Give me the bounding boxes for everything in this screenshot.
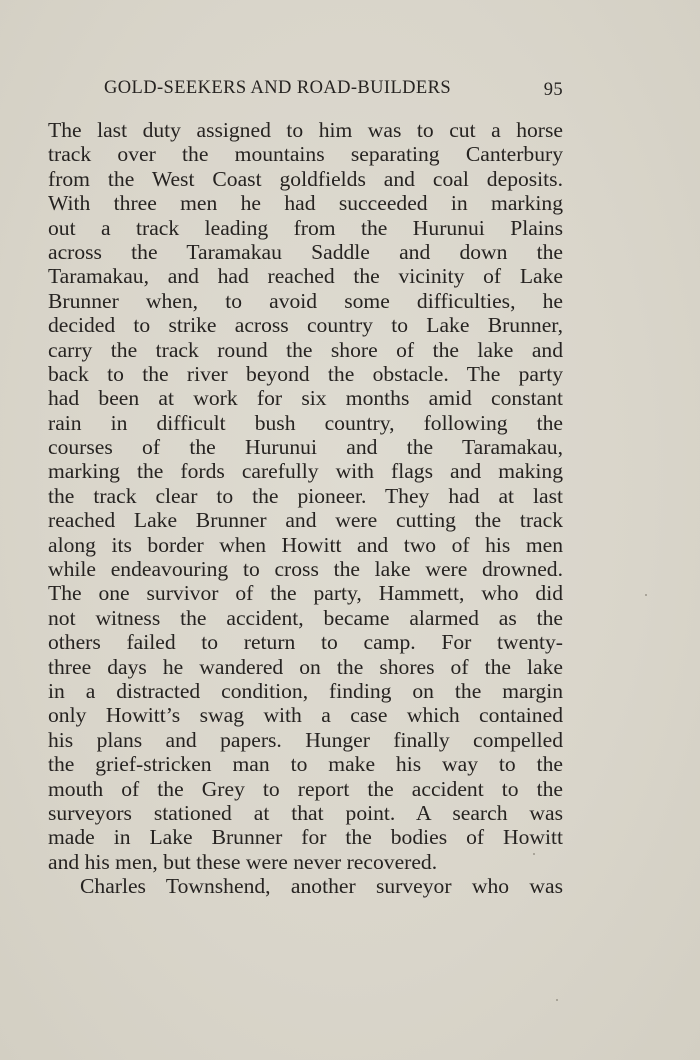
text-line: in a distracted condition, finding on the margin — [48, 678, 563, 703]
running-head — [48, 78, 563, 102]
text-line: the grief-stricken man to make his way to the — [48, 752, 563, 777]
text-line: Taramakau, and had reached the vicinity of Lake — [48, 264, 563, 289]
text-line: marking the fords carefully with flags and making — [48, 459, 563, 484]
paper-speck — [556, 999, 558, 1001]
text-line: three days he wandered on the shores of the lake — [48, 654, 563, 679]
text-line: The one survivor of the party, Hammett, who did — [48, 581, 563, 606]
body-text — [48, 118, 563, 899]
running-title: GOLD-SEEKERS AND ROAD-BUILDERS — [104, 78, 452, 98]
text-line: back to the river beyond the obstacle. The party — [48, 361, 563, 386]
text-line: from the West Coast goldfields and coal deposits. — [48, 166, 563, 191]
text-line: his plans and papers. Hunger finally compelled — [48, 727, 563, 752]
text-line: along its border when Howitt and two of his men — [48, 532, 563, 557]
text-line: across the Taramakau Saddle and down the — [48, 239, 563, 264]
text-line: track over the mountains separating Canterbury — [48, 142, 563, 167]
paper-speck — [645, 594, 647, 596]
paper-speck — [533, 853, 535, 855]
text-line: decided to strike across country to Lake Brunner, — [48, 313, 563, 338]
text-line: Brunner when, to avoid some difficulties, he — [48, 288, 563, 313]
paragraph-start-line: Charles Townshend, another surveyor who was — [80, 874, 563, 899]
text-line: courses of the Hurunui and the Taramakau, — [48, 435, 563, 460]
text-line: the track clear to the pioneer. They had at last — [48, 483, 563, 508]
text-line: rain in difficult bush country, following the — [48, 410, 563, 435]
text-line: not witness the accident, became alarmed as the — [48, 605, 563, 630]
text-line: The last duty assigned to him was to cut a horse — [48, 118, 563, 142]
text-line: and his men, but these were never recovered. — [48, 849, 438, 874]
text-line: With three men he had succeeded in marking — [48, 191, 563, 216]
text-line: carry the track round the shore of the lake and — [48, 337, 563, 362]
text-line: only Howitt’s swag with a case which contained — [48, 703, 563, 728]
text-line: while endeavouring to cross the lake were drowned. — [48, 557, 563, 582]
text-line: out a track leading from the Hurunui Plains — [48, 215, 563, 240]
text-line: surveyors stationed at that point. A search was — [48, 800, 563, 825]
text-line: others failed to return to camp. For twenty- — [48, 630, 563, 655]
text-line: mouth of the Grey to report the accident to the — [48, 776, 563, 801]
text-line: reached Lake Brunner and were cutting the track — [48, 508, 563, 533]
text-line: made in Lake Brunner for the bodies of Howitt — [48, 825, 563, 850]
text-line: had been at work for six months amid constant — [48, 386, 563, 411]
page-number: 95 — [543, 80, 563, 100]
